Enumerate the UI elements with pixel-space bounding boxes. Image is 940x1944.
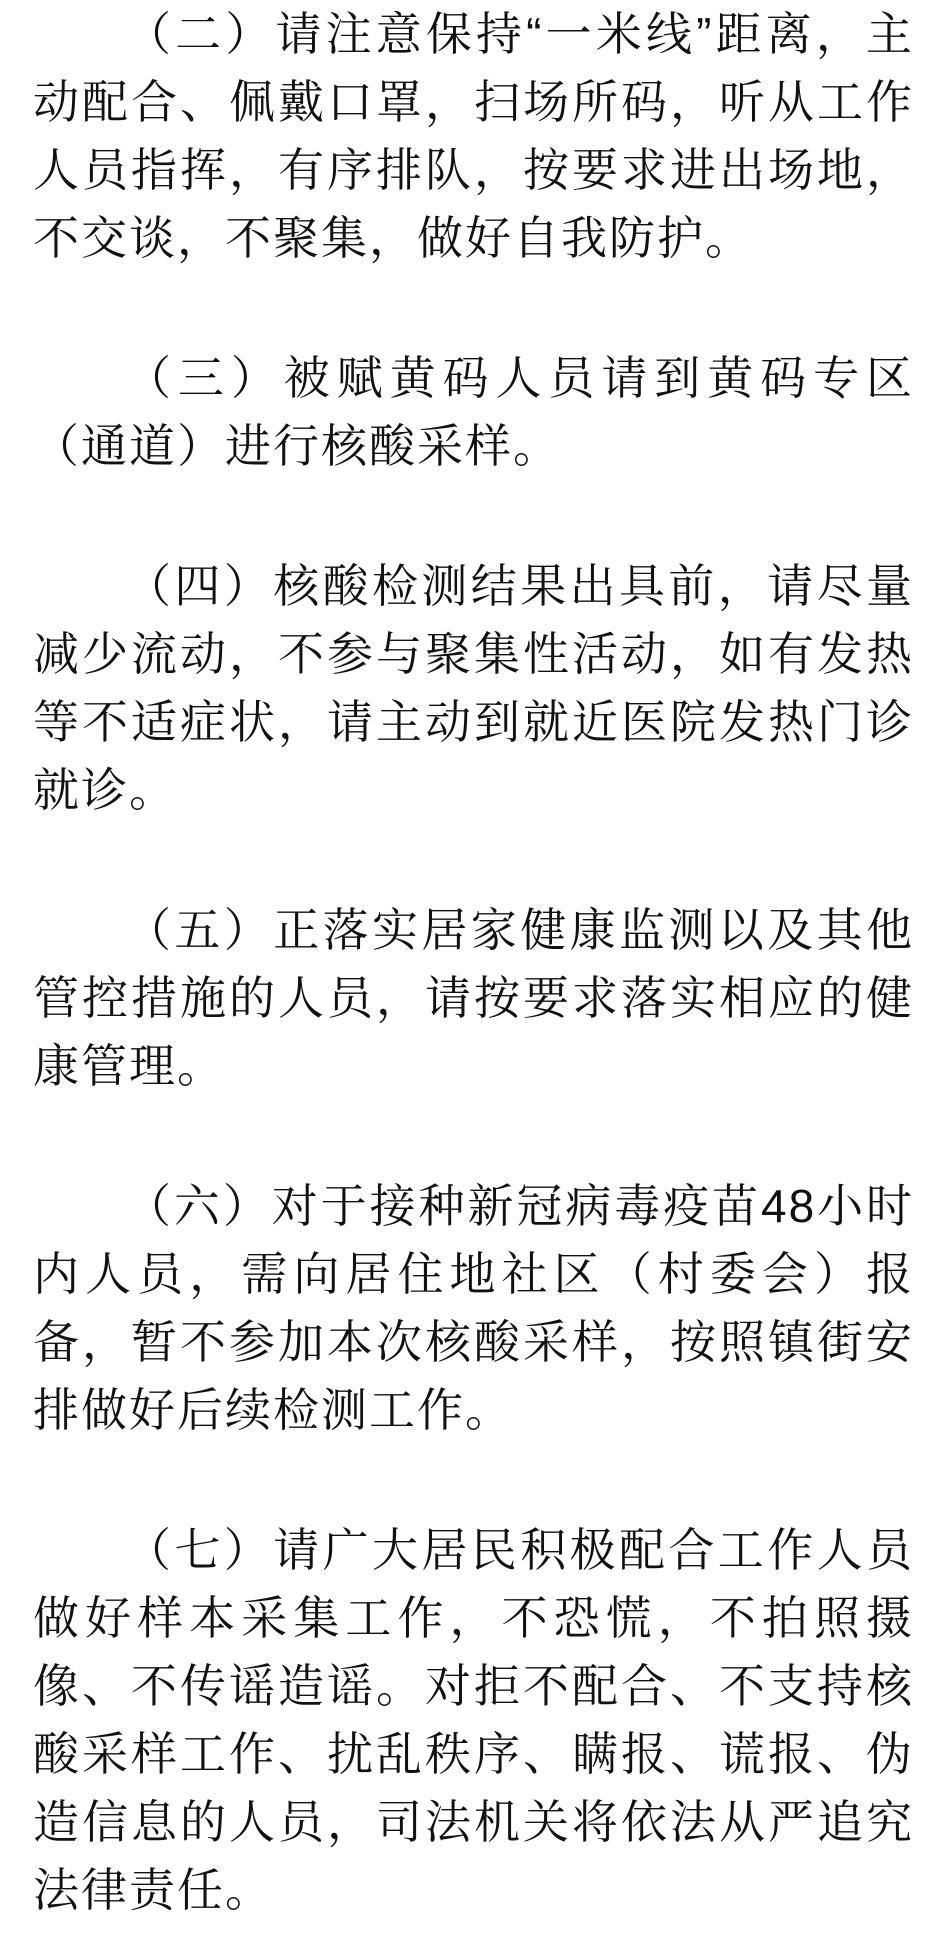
paragraph: （七）请广大居民积极配合工作人员做好样本采集工作，不恐慌，不拍照摄像、不传谣造谣。对拒不配合、不支持核酸采样工作、扰乱秩序、瞒报、谎报、伪造信息的人员，司法机关将依法从严追究法律责任。 <box>33 1524 914 1916</box>
paragraph: （六）对于接种新冠病毒疫苗48小时内人员，需向居住地社区（村委会）报备，暂不参加本次核酸采样，按照镇街安排做好后续检测工作。 <box>33 1180 914 1436</box>
paragraph: （五）正落实居家健康监测以及其他管控措施的人员，请按要求落实相应的健康管理。 <box>33 904 914 1092</box>
paragraph: （四）核酸检测结果出具前，请尽量减少流动，不参与聚集性活动，如有发热等不适症状，请主动到就近医院发热门诊就诊。 <box>33 560 914 816</box>
paragraph: （二）请注意保持“一米线”距离，主动配合、佩戴口罩，扫场所码，听从工作人员指挥，有序排队，按要求进出场地，不交谈，不聚集，做好自我防护。 <box>33 8 914 264</box>
paragraph: （三）被赋黄码人员请到黄码专区（通道）进行核酸采样。 <box>33 352 914 472</box>
